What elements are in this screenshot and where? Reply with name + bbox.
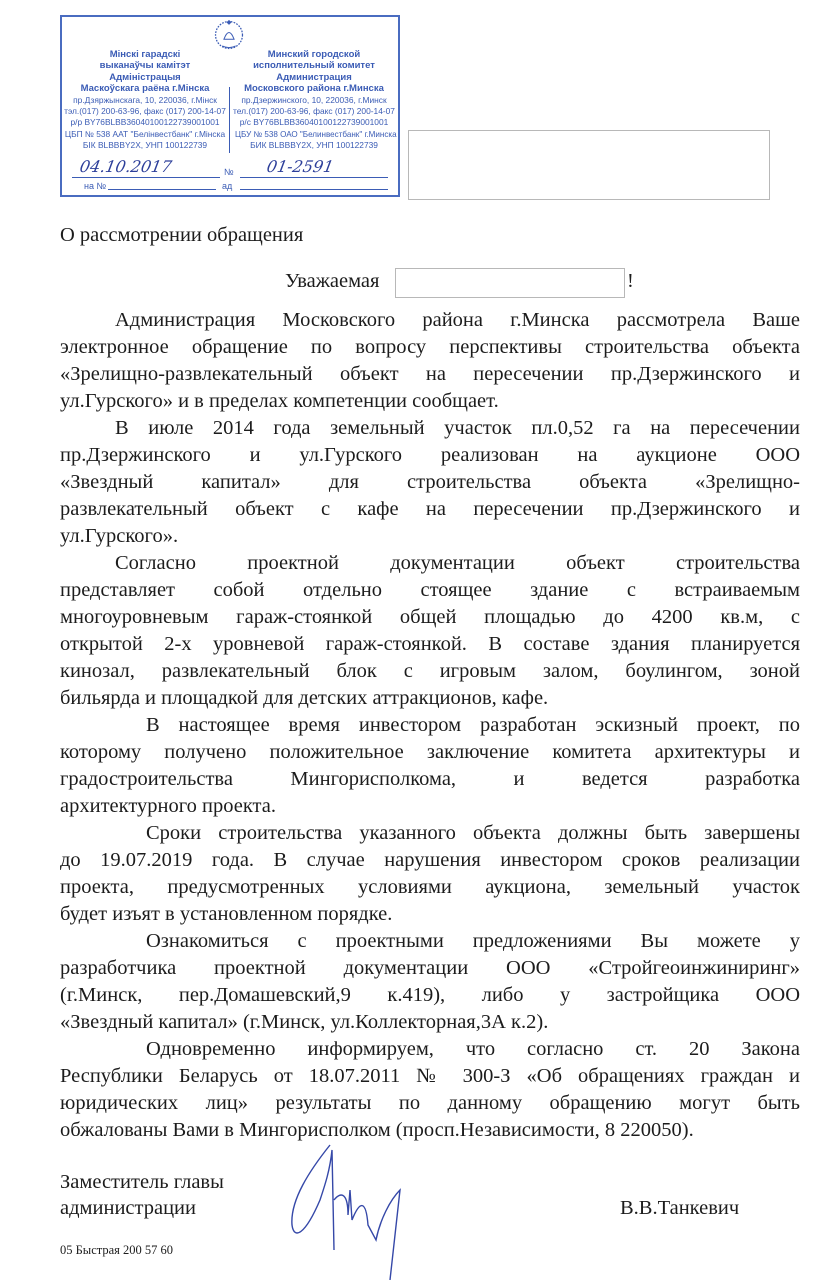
paragraph-line: обжалованы Вами в Мингорисполком (просп.Независимости, 8 220050). (60, 1119, 694, 1141)
executor-info: 05 Быстрая 200 57 60 (60, 1243, 174, 1257)
paragraph (60, 1036, 800, 1144)
paragraph-line: В настоящее время инвестором разработан эскизный проект, по (146, 714, 800, 736)
number-label: № (224, 167, 234, 177)
reference-line (108, 189, 216, 190)
paragraph-line: В июле 2014 года земельный участок пл.0,52 га на пересечении (115, 417, 800, 439)
stamp-line: пр.Дзержинского, 10, 220036, г.Минск (241, 94, 387, 105)
paragraph-line: юридических лиц» результаты по данному обращению могут быть (60, 1092, 800, 1114)
from-label: ад (222, 181, 233, 191)
signer-position (60, 1169, 224, 1221)
paragraph-line: «Зрелищно-развлекательный объект на пересечении пр.Дзержинского и (60, 363, 800, 385)
paragraph-line: многоуровневым гараж-стоянкой общей площадью до 4200 кв.м, с (60, 606, 800, 628)
stamp-line: Адміністрацыя (109, 71, 181, 83)
paragraph-line: Ознакомиться с проектными предложениями Вы можете у (146, 930, 800, 952)
salutation: Уважаемая (285, 270, 380, 292)
stamp-line: БІК BLBBBY2X, УНП 100122739 (82, 140, 208, 151)
stamp-russian-column (232, 49, 396, 152)
letter-subject: О рассмотрении обращения (60, 224, 304, 246)
paragraph-line: ул.Гурского». (60, 525, 179, 547)
stamp-line: р/с BY76BLBB36040100122739001001 (239, 117, 389, 128)
paragraph-line: ул.Гурского» и в пределах компетенции сообщает. (60, 390, 499, 412)
signer-name: В.В.Танкевич (620, 1197, 740, 1219)
stamp-line: исполнительный комитет (253, 60, 375, 72)
signer-position-line: Заместитель главы (60, 1171, 224, 1193)
paragraph-line: (г.Минск, пер.Домашевский,9 к.419), либо у застройщика ООО (60, 984, 800, 1006)
number-line (240, 177, 388, 178)
paragraph-line: «Звездный капитал» для строительства объекта «Зрелищно- (60, 471, 800, 493)
coat-of-arms-icon (209, 19, 249, 51)
stamp-line: Московского района г.Минска (244, 83, 384, 95)
stamp-line: тэл.(017) 200-63-96, факс (017) 200-14-07 (64, 105, 226, 116)
stamp-line: выканаўчы камітэт (99, 60, 191, 72)
paragraph (60, 307, 800, 415)
paragraph-line: архитектурного проекта. (60, 795, 276, 817)
paragraph-line: кинозал, развлекательный блок с игровым залом, боулингом, зоной (60, 660, 800, 682)
paragraph (60, 712, 800, 820)
stamp-line: Администрация (276, 71, 352, 83)
signer-position-line: администрации (60, 1197, 196, 1219)
paragraph-line: развлекательный объект с кафе на пересечении пр.Дзержинского и (60, 498, 800, 520)
paragraph (60, 820, 800, 928)
paragraph-line: разработчика проектной документации ООО «Стройгеоинжиниринг» (60, 957, 800, 979)
date-line (72, 177, 220, 178)
handwritten-number: 01-2591 (265, 157, 336, 176)
handwritten-signature (280, 1140, 430, 1280)
paragraph-line: открытой 2-х уровневой гараж-стоянкой. В составе здания планируется (60, 633, 800, 655)
stamp-line: Минский городской (267, 49, 361, 60)
stamp-line: Маскоўскага раёна г.Мінска (80, 83, 210, 95)
stamp-line: ЦБП № 538 ААТ "Белінвестбанк" г.Мінска (64, 128, 226, 139)
paragraph-line: Одновременно информируем, что согласно ст. 20 Закона (146, 1038, 800, 1060)
redacted-name-box (395, 268, 625, 298)
registration-stamp (60, 15, 400, 197)
handwritten-date: 04.10.2017 (78, 157, 174, 176)
paragraph-line: электронное обращение по вопросу перспективы строительства объекта (60, 336, 800, 358)
letter-body (60, 307, 800, 1144)
salutation-exclamation: ! (627, 270, 634, 292)
stamp-line: БИК BLBBBY2X, УНП 100122739 (250, 140, 378, 151)
stamp-divider (229, 87, 230, 153)
stamp-line: тел.(017) 200-63-96, факс (017) 200-14-07 (233, 105, 395, 116)
paragraph-line: «Звездный капитал» (г.Минск, ул.Коллекторная,3А к.2). (60, 1011, 549, 1033)
paragraph (60, 550, 800, 712)
paragraph-line: градостроительства Мингорисполкома, и ведется разработка (60, 768, 800, 790)
from-line (240, 189, 388, 190)
paragraph-line: Администрация Московского района г.Минска рассмотрела Ваше (115, 309, 800, 331)
paragraph-line: которому получено положительное заключение комитета архитектуры и (60, 741, 800, 763)
reference-label: на № (84, 181, 107, 191)
stamp-line: ЦБУ № 538 ОАО "Белинвестбанк" г.Минска (235, 128, 397, 139)
paragraph-line: представляет собой отдельно стоящее здание с встраиваемым (60, 579, 800, 601)
paragraph-line: Республики Беларусь от 18.07.2011 № 300-З «Об обращениях граждан и (60, 1065, 800, 1087)
stamp-line: Мінскі гарадскі (109, 49, 181, 60)
stamp-line: р/р BY76BLBB36040100122739001001 (70, 117, 220, 128)
paragraph (60, 415, 800, 550)
redacted-recipient-box (408, 130, 770, 200)
paragraph (60, 928, 800, 1036)
stamp-line: пр.Дзяржынскага, 10, 220036, г.Мінск (73, 94, 217, 105)
paragraph-line: бильярда и площадкой для детских аттракционов, кафе. (60, 687, 549, 709)
paragraph-line: проекта, предусмотренных условиями аукциона, земельный участок (60, 876, 800, 898)
paragraph-line: будет изъят в установленном порядке. (60, 903, 393, 925)
paragraph-line: до 19.07.2019 года. В случае нарушения инвестором сроков реализации (60, 849, 800, 871)
paragraph-line: Сроки строительства указанного объекта должны быть завершены (146, 822, 800, 844)
stamp-belarusian-column (63, 49, 227, 152)
paragraph-line: пр.Дзержинского и ул.Гурского реализован на аукционе ООО (60, 444, 800, 466)
paragraph-line: Согласно проектной документации объект строительства (115, 552, 800, 574)
